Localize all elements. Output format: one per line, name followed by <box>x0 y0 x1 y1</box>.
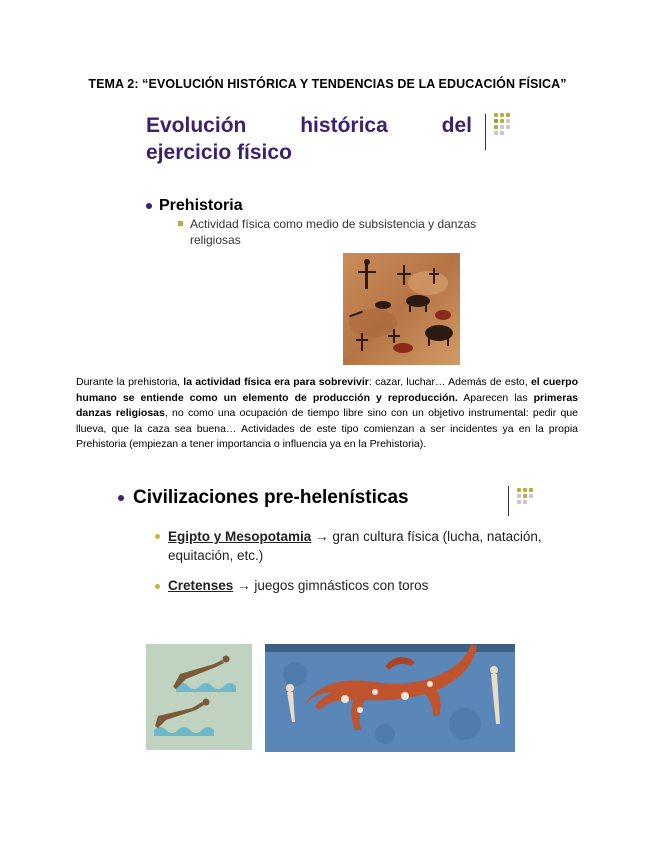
yellow-bullet-icon <box>155 584 160 589</box>
bullet-text: gran cultura física (lucha, natación, equitación, etc.) <box>168 529 542 563</box>
bullet-label: Prehistoria <box>159 197 243 214</box>
para-text: , no como una ocupación de tiempo libre sino con un objetivo instrumental: pedir que llueva, que la caza sea buena… Actividades de este tipo comienzan a ser incidentes ya en la propia Prehistoria (empiezan a tener importancia o influencia ya en la Prehistoria). <box>76 407 579 450</box>
bullet-prehistoria <box>146 197 243 215</box>
para-bold: el cuerpo humano se entiende como un elemento de producción y reproducción. <box>76 376 578 404</box>
para-text: Durante la prehistoria, <box>76 376 184 388</box>
cave-painting-image <box>343 253 460 365</box>
document-header: TEMA 2: “EVOLUCIÓN HISTÓRICA Y TENDENCIAS DE LA EDUCACIÓN FÍSICA” <box>88 77 567 91</box>
bullet-cretenses <box>168 578 548 593</box>
bullet-text: juegos gimnásticos con toros <box>254 578 429 593</box>
arrow-icon: → <box>237 578 251 593</box>
slide1-title <box>146 112 472 166</box>
slide-divider-line <box>508 486 509 516</box>
bullet-underlined: Egipto y Mesopotamia <box>168 529 312 544</box>
bullet-dot-icon <box>118 495 124 501</box>
dots-decoration-icon <box>517 488 533 504</box>
para-text: : cazar, luchar… Además de esto, <box>368 376 531 388</box>
bullet-egipto <box>168 527 548 565</box>
swimmers-fresco-image <box>146 644 252 750</box>
para-text: Aparecen las <box>457 391 534 404</box>
title-word: Evolución <box>146 114 247 137</box>
yellow-bullet-icon <box>155 534 160 539</box>
bull-leaping-fresco-image <box>265 644 515 752</box>
square-bullet-icon <box>178 221 183 226</box>
slide2-title-text: Civilizaciones pre-helenísticas <box>133 487 409 508</box>
dots-decoration-icon <box>494 113 510 135</box>
title-word: histórica <box>300 114 388 137</box>
para-bold: la actividad física era para sobrevivir <box>183 376 369 388</box>
sub-bullet-text: Actividad física como medio de subsistencia y danzas religiosas <box>190 217 477 247</box>
bullet-dot-icon <box>146 203 152 209</box>
slide2-title <box>118 487 409 509</box>
slide-divider-line <box>485 114 486 150</box>
prehistory-paragraph <box>76 375 578 453</box>
arrow-icon: → <box>315 529 329 544</box>
para-bold: primeras danzas religiosas <box>76 391 578 419</box>
title-line2: ejercicio físico <box>146 141 292 164</box>
title-word: del <box>441 114 472 137</box>
bullet-underlined: Cretenses <box>168 578 234 593</box>
